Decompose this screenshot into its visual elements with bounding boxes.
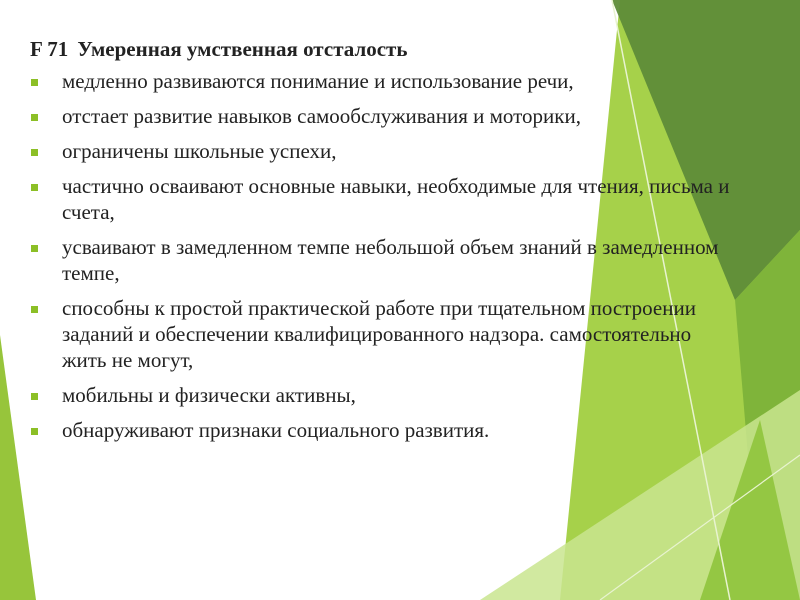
- list-item-text: обнаруживают признаки социального развития.: [62, 418, 490, 442]
- square-bullet-icon: [31, 149, 38, 156]
- square-bullet-icon: [31, 79, 38, 86]
- square-bullet-icon: [31, 393, 38, 400]
- list-item-text: медленно развиваются понимание и использование речи,: [62, 69, 574, 93]
- list-item: [30, 138, 730, 164]
- list-item: [30, 295, 730, 373]
- square-bullet-icon: [31, 114, 38, 121]
- square-bullet-icon: [31, 245, 38, 252]
- diagnosis-code: F 71: [30, 37, 69, 61]
- slide-title: [30, 36, 730, 62]
- list-item: [30, 103, 730, 129]
- list-item-text: отстает развитие навыков самообслуживания и моторики,: [62, 104, 581, 128]
- list-item-text: частично осваивают основные навыки, необходимые для чтения, письма и счета,: [62, 174, 730, 224]
- list-item: [30, 68, 730, 94]
- list-item: [30, 382, 730, 408]
- slide-content: [30, 36, 730, 452]
- square-bullet-icon: [31, 184, 38, 191]
- list-item: [30, 417, 730, 443]
- list-item-text: мобильны и физически активны,: [62, 383, 356, 407]
- square-bullet-icon: [31, 428, 38, 435]
- square-bullet-icon: [31, 306, 38, 313]
- bullet-list: [30, 68, 730, 443]
- list-item-text: усваивают в замедленном темпе небольшой объем знаний в замедленном темпе,: [62, 235, 719, 285]
- list-item-text: способны к простой практической работе при тщательном построении заданий и обеспечении квалифицированного надзора. самостоятельно жить не могут,: [62, 296, 696, 372]
- list-item: [30, 234, 730, 286]
- title-text: Умеренная умственная отсталость: [77, 37, 408, 61]
- list-item-text: ограничены школьные успехи,: [62, 139, 337, 163]
- list-item: [30, 173, 730, 225]
